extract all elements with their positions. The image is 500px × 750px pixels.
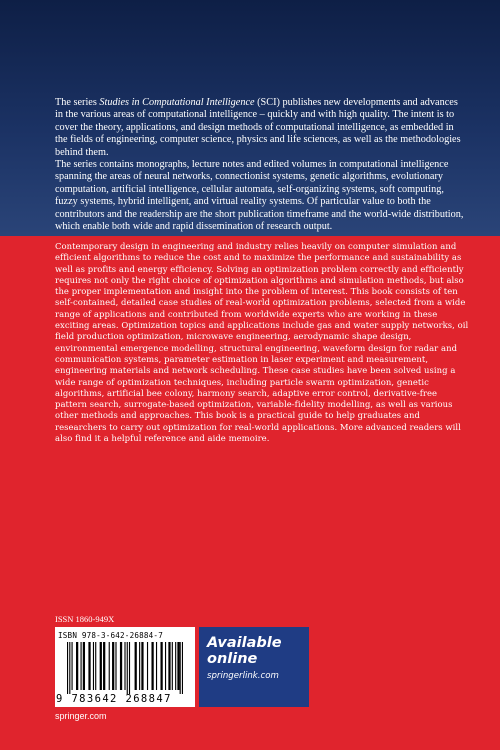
barcode-bar [139, 642, 140, 690]
series-scope-paragraph: The series contains monographs, lecture notes and edited volumes in computational intelligence spanning the areas of neural networks, connectionist systems, genetic algorithms, evolutionary computation, artificial intelligence, cellular automata, self-organizing systems, soft computing, fuzzy systems, hybrid intelligent, and virtual reality systems. Of particular value to both the contributors and the readership are the short publication timeframe and the world-wide distribution, which enable both wide and rapid dissemination of research output. [55, 159, 464, 233]
barcode-bar [103, 642, 105, 690]
barcode-bar [100, 642, 102, 690]
barcode-bar [115, 642, 116, 690]
barcode-bar [72, 642, 73, 690]
online-label: online [207, 651, 258, 667]
barcode-bar [127, 642, 128, 694]
barcode-bar [95, 642, 96, 690]
barcode-bar [81, 642, 82, 690]
available-online-badge[interactable] [199, 627, 309, 707]
isbn-label: ISBN 978-3-642-26884-7 [58, 631, 163, 640]
issn-label: ISSN 1860-949X [55, 614, 115, 624]
barcode-bar [93, 642, 94, 690]
barcode-bar [83, 642, 85, 690]
barcode-bar [129, 642, 130, 694]
series-intro-paragraph: The series Studies in Computational Intelligence (SCI) publishes new developments and advances in the various areas of computational intelligence – quickly and with high quality. The intent is to cover the theory, applications, and design methods of computational intelligence, as embedded in the fields of engineering, computer science, physics and life sciences, as well as the methodologies behind them. [55, 97, 461, 158]
barcode-bar [147, 642, 148, 690]
publisher-url[interactable]: springer.com [55, 711, 107, 721]
barcode-bar [177, 642, 179, 690]
springerlink-link[interactable]: springerlink.com [207, 671, 279, 681]
isbn-barcode [55, 627, 195, 707]
barcode-bar [141, 642, 143, 690]
barcode-bar [182, 642, 183, 694]
barcode-bar [112, 642, 114, 690]
barcode-bar [151, 642, 153, 690]
barcode-bar [165, 642, 166, 690]
barcode-bars [65, 642, 185, 694]
barcode-bar [76, 642, 78, 690]
barcode-bar [156, 642, 157, 690]
barcode-bar [172, 642, 173, 690]
barcode-bar [180, 642, 181, 694]
barcode-bar [120, 642, 122, 690]
barcode-bar [69, 642, 70, 694]
barcode-digits: 9 783642 268847 [56, 693, 172, 705]
barcode-bar [109, 642, 110, 690]
barcode-bar [88, 642, 90, 690]
barcode-bar [67, 642, 68, 694]
barcode-bar [124, 642, 125, 690]
barcode-bar [160, 642, 162, 690]
barcode-bar [135, 642, 137, 690]
barcode-bar [168, 642, 170, 690]
available-label: Available [207, 635, 282, 651]
series-name: Studies in Computational Intelligence [99, 97, 255, 108]
series-description [55, 97, 465, 233]
book-description: Contemporary design in engineering and industry relies heavily on computer simulation and efficient algorithms to reduce the cost and to maximize the performance and sustainability as well as profits and energy efficiency. Solving an optimization problem correctly and efficiently requires not only the right choice of optimization algorithms and simulation methods, but also the proper implementation and insight into the problem of interest. This book consists of ten self-contained, detailed case studies of real-world optimization problems, selected from a wide range of applications and contributed from worldwide experts who are working in these exciting areas. Optimization topics and applications include gas and water supply networks, oil field production optimization, microwave engineering, aerodynamic shape design, environmental emergence modelling, structural engineering, waveform design for radar and communication systems, parameter estimation in laser experiment and measurement, engineering materials and network scheduling. These case studies have been solved using a wide range of optimization techniques, including particle swarm optimization, genetic algorithms, artificial bee colony, harmony search, adaptive error control, derivative-free pattern search, surrogate-based optimization, variable-fidelity modelling, as well as various other methods and approaches. This book is a practical guide to help graduates and researchers to carry out optimization for real-world applications. More advanced readers will also find it a helpful reference and aide memoire. [55, 241, 469, 444]
barcode-bar [175, 642, 176, 690]
